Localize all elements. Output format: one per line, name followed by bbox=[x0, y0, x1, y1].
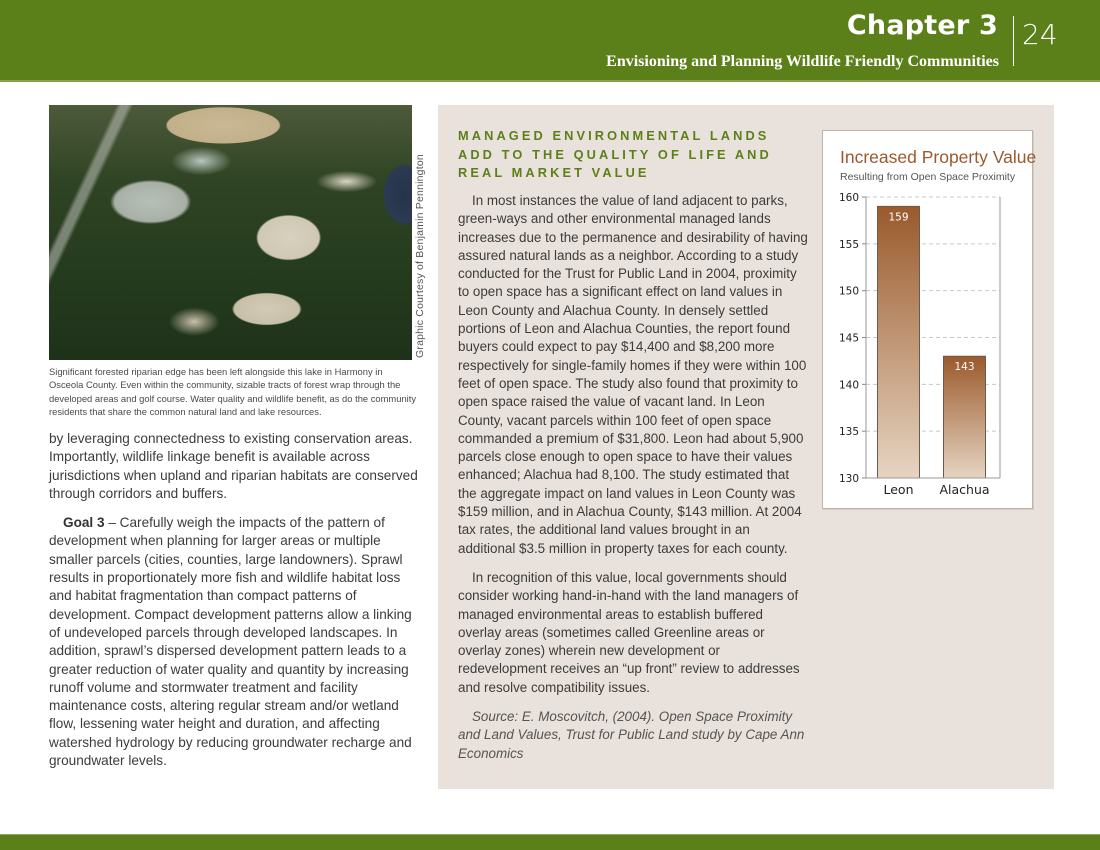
photo-credit: Graphic Courtesy of Benjamin Pennington bbox=[414, 154, 426, 358]
y-tick-label: 160 bbox=[838, 192, 859, 204]
goal-label: Goal 3 bbox=[63, 515, 105, 531]
source-citation-text: Source: E. Moscovitch, (2004). Open Space Proximity and Land Values, Trust for Public Land study by Cape Ann Economics bbox=[458, 709, 805, 761]
chapter-title: Chapter 3 bbox=[846, 10, 998, 41]
panel-body bbox=[458, 192, 808, 774]
data-label: 143 bbox=[954, 361, 975, 374]
y-tick-label: 130 bbox=[838, 473, 859, 485]
body-paragraph bbox=[458, 192, 808, 558]
y-tick-label: 150 bbox=[838, 285, 859, 298]
y-tick-label: 145 bbox=[838, 332, 859, 345]
bar-alachua bbox=[944, 356, 986, 478]
body-paragraph: by leveraging connectedness to existing conservation areas. Importantly, wildlife linkage benefit is available across jurisdictions when upland and riparian habitats are conserved through corridors and buffers. bbox=[49, 431, 418, 501]
section-heading: MANAGED ENVIRONMENTAL LANDS ADD TO THE QUALITY OF LIFE AND REAL MARKET VALUE bbox=[458, 128, 772, 180]
data-label: 159 bbox=[888, 211, 909, 224]
body-paragraph bbox=[458, 569, 808, 697]
body-paragraph-text: In recognition of this value, local governments should consider working hand-in-hand with the land managers of managed environmental areas to establish buffered overlay areas (sometimes called Greenline areas or overlay zones) wherein new development or redevelopment receives an “up front” review to addresses and resolve compatibility issues. bbox=[458, 569, 800, 695]
y-tick-label: 140 bbox=[838, 379, 859, 392]
header-rule bbox=[0, 80, 1100, 82]
left-column-body bbox=[49, 430, 419, 781]
chapter-header-band bbox=[0, 0, 1100, 80]
bar-leon bbox=[878, 206, 920, 478]
footer-band bbox=[0, 835, 1100, 850]
source-citation bbox=[458, 708, 808, 763]
category-label: Leon bbox=[883, 482, 914, 497]
y-tick-label: 135 bbox=[838, 426, 859, 439]
header-divider bbox=[1013, 16, 1014, 66]
category-label: Alachua bbox=[939, 482, 990, 497]
body-paragraph-text: In most instances the value of land adjacent to parks, green-ways and other environmental managed lands increases due to the permanence and desirability of having assured natural lands as a neighbor. According to a study conducted for the Trust for Public Land in 2004, proximity to open space has a significant effect on land values in Leon County and Alachua County. In densely settled portions of Leon and Alachua Counties, the report found buyers could expect to pay $14,400 and $8,200 more respectively for single-family homes if they were within 100 feet of open space. The study also found that proximity to open space raised the value of vacant land. In Leon County, vacant parcels within 100 feet of open space commanded a premium of $31,800. Leon had about 5,900 parcels close enough to open space to have their values enhanced; Alachua had 8,100. The study estimated that the aggregate impact on land values in Leon County was $159 million, and in Alachua County, $143 million. At 2004 tax rates, the additional land values brought in an additional $3.5 million in property taxes for each county. bbox=[458, 193, 808, 556]
chart-title: Increased Property Value bbox=[840, 147, 1037, 167]
goal-paragraph bbox=[49, 514, 419, 770]
aerial-photo bbox=[49, 105, 412, 360]
goal-text: – Carefully weigh the impacts of the pattern of development when planning for larger areas or multiple smaller parcels (cities, counties, large landowners). Sprawl results in proportionately more fish and wildlife habitat loss and habitat fragmentation than compact patterns of development. Compact development patterns allow a linking of undeveloped parcels through developed landscapes. In addition, sprawl’s dispersed development pattern leads to a greater reduction of water quality and quantity by increasing runoff volume and stormwater treatment and facility maintenance costs, altering regular stream and/or wetland flow, lessening water height and duration, and affecting watershed hydrology by reducing groundwater recharge and groundwater levels. bbox=[49, 515, 412, 769]
chapter-subtitle: Envisioning and Planning Wildlife Friendly Communities bbox=[606, 53, 999, 70]
page-number: 24 bbox=[1022, 18, 1058, 51]
chart-subtitle: Resulting from Open Space Proximity bbox=[840, 171, 1016, 183]
bar-chart bbox=[822, 185, 1033, 505]
photo-caption: Significant forested riparian edge has been left alongside this lake in Harmony in Osceola County. Even within the community, sizable tracts of forest wrap through the developed areas and golf course. Water quality and wildlife benefit, as do the community residents that share the common natural land and lake resources. bbox=[49, 366, 417, 418]
y-tick-label: 155 bbox=[838, 238, 859, 251]
